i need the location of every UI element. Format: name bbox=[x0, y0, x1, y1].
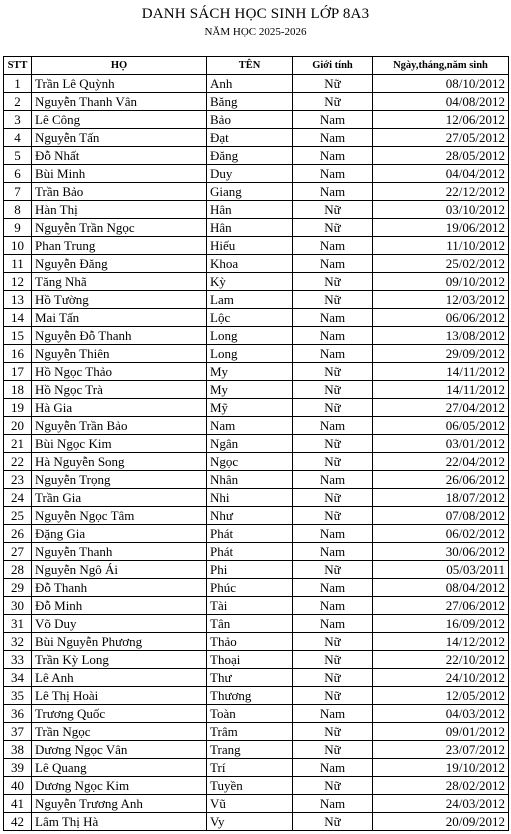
cell-ho: Nguyễn Đỗ Thanh bbox=[32, 327, 207, 345]
cell-gioi-tinh: Nam bbox=[293, 759, 373, 777]
cell-ngay-sinh: 25/02/2012 bbox=[373, 255, 509, 273]
cell-gioi-tinh: Nam bbox=[293, 705, 373, 723]
cell-stt: 28 bbox=[4, 561, 32, 579]
cell-ho: Võ Duy bbox=[32, 615, 207, 633]
cell-ten: Tài bbox=[207, 597, 293, 615]
cell-ten: My bbox=[207, 381, 293, 399]
cell-gioi-tinh: Nữ bbox=[293, 453, 373, 471]
cell-ngay-sinh: 04/04/2012 bbox=[373, 165, 509, 183]
cell-ngay-sinh: 06/06/2012 bbox=[373, 309, 509, 327]
cell-ten: Nhân bbox=[207, 471, 293, 489]
cell-ho: Nguyễn Ngọc Tâm bbox=[32, 507, 207, 525]
cell-stt: 31 bbox=[4, 615, 32, 633]
cell-ho: Bùi Minh bbox=[32, 165, 207, 183]
cell-ho: Bùi Ngọc Kim bbox=[32, 435, 207, 453]
header-ten: TÊN bbox=[207, 57, 293, 75]
cell-ten: Phi bbox=[207, 561, 293, 579]
header-stt: STT bbox=[4, 57, 32, 75]
cell-ngay-sinh: 14/12/2012 bbox=[373, 633, 509, 651]
cell-ho: Nguyễn Thanh bbox=[32, 543, 207, 561]
cell-ngay-sinh: 09/10/2012 bbox=[373, 273, 509, 291]
table-row bbox=[4, 741, 509, 759]
table-row bbox=[4, 669, 509, 687]
cell-stt: 1 bbox=[4, 75, 32, 93]
cell-ho: Tăng Nhã bbox=[32, 273, 207, 291]
cell-gioi-tinh: Nam bbox=[293, 129, 373, 147]
table-row bbox=[4, 111, 509, 129]
table-row bbox=[4, 579, 509, 597]
cell-gioi-tinh: Nữ bbox=[293, 93, 373, 111]
cell-ngay-sinh: 03/01/2012 bbox=[373, 435, 509, 453]
cell-ho: Trần Lê Quỳnh bbox=[32, 75, 207, 93]
cell-stt: 3 bbox=[4, 111, 32, 129]
cell-stt: 38 bbox=[4, 741, 32, 759]
cell-ho: Đỗ Thanh bbox=[32, 579, 207, 597]
cell-ho: Hồ Tường bbox=[32, 291, 207, 309]
cell-ho: Hồ Ngọc Trà bbox=[32, 381, 207, 399]
cell-stt: 9 bbox=[4, 219, 32, 237]
table-row bbox=[4, 183, 509, 201]
table-row bbox=[4, 75, 509, 93]
cell-gioi-tinh: Nữ bbox=[293, 363, 373, 381]
table-row bbox=[4, 435, 509, 453]
cell-ho: Nguyễn Ngô Ái bbox=[32, 561, 207, 579]
cell-gioi-tinh: Nữ bbox=[293, 633, 373, 651]
cell-gioi-tinh: Nữ bbox=[293, 777, 373, 795]
cell-ten: Thoại bbox=[207, 651, 293, 669]
cell-stt: 37 bbox=[4, 723, 32, 741]
cell-ten: Duy bbox=[207, 165, 293, 183]
cell-ten: Tuyền bbox=[207, 777, 293, 795]
cell-gioi-tinh: Nữ bbox=[293, 669, 373, 687]
cell-gioi-tinh: Nam bbox=[293, 543, 373, 561]
table-row bbox=[4, 633, 509, 651]
cell-ngay-sinh: 12/06/2012 bbox=[373, 111, 509, 129]
cell-gioi-tinh: Nam bbox=[293, 327, 373, 345]
cell-stt: 24 bbox=[4, 489, 32, 507]
table-header-row bbox=[4, 57, 509, 75]
cell-ten: Đăng bbox=[207, 147, 293, 165]
cell-ngay-sinh: 11/10/2012 bbox=[373, 237, 509, 255]
table-row bbox=[4, 561, 509, 579]
cell-ngay-sinh: 14/11/2012 bbox=[373, 363, 509, 381]
cell-ho: Hà Gia bbox=[32, 399, 207, 417]
cell-gioi-tinh: Nữ bbox=[293, 291, 373, 309]
cell-ten: Giang bbox=[207, 183, 293, 201]
table-row bbox=[4, 417, 509, 435]
cell-ngay-sinh: 22/10/2012 bbox=[373, 651, 509, 669]
cell-ten: Phát bbox=[207, 543, 293, 561]
cell-gioi-tinh: Nữ bbox=[293, 687, 373, 705]
cell-ten: Mỹ bbox=[207, 399, 293, 417]
cell-gioi-tinh: Nữ bbox=[293, 651, 373, 669]
table-row bbox=[4, 597, 509, 615]
cell-ho: Trương Quốc bbox=[32, 705, 207, 723]
cell-stt: 10 bbox=[4, 237, 32, 255]
cell-ngay-sinh: 08/04/2012 bbox=[373, 579, 509, 597]
cell-ho: Nguyễn Trần Ngọc bbox=[32, 219, 207, 237]
cell-gioi-tinh: Nam bbox=[293, 147, 373, 165]
cell-stt: 35 bbox=[4, 687, 32, 705]
cell-gioi-tinh: Nữ bbox=[293, 813, 373, 831]
cell-ten: Nhi bbox=[207, 489, 293, 507]
cell-ngay-sinh: 19/10/2012 bbox=[373, 759, 509, 777]
cell-gioi-tinh: Nam bbox=[293, 183, 373, 201]
cell-ten: Khoa bbox=[207, 255, 293, 273]
table-row bbox=[4, 93, 509, 111]
cell-ho: Nguyễn Đăng bbox=[32, 255, 207, 273]
cell-gioi-tinh: Nam bbox=[293, 255, 373, 273]
cell-ho: Nguyễn Trần Bảo bbox=[32, 417, 207, 435]
table-body bbox=[4, 75, 509, 831]
header-ngay-sinh: Ngày,tháng,năm sinh bbox=[373, 57, 509, 75]
cell-ten: Như bbox=[207, 507, 293, 525]
table-row bbox=[4, 237, 509, 255]
cell-ngay-sinh: 09/01/2012 bbox=[373, 723, 509, 741]
cell-stt: 29 bbox=[4, 579, 32, 597]
cell-ngay-sinh: 16/09/2012 bbox=[373, 615, 509, 633]
table-row bbox=[4, 255, 509, 273]
cell-ho: Nguyễn Thiên bbox=[32, 345, 207, 363]
cell-ten: Thư bbox=[207, 669, 293, 687]
table-row bbox=[4, 615, 509, 633]
cell-ten: My bbox=[207, 363, 293, 381]
cell-ngay-sinh: 18/07/2012 bbox=[373, 489, 509, 507]
cell-gioi-tinh: Nữ bbox=[293, 201, 373, 219]
cell-stt: 40 bbox=[4, 777, 32, 795]
cell-gioi-tinh: Nữ bbox=[293, 741, 373, 759]
cell-ngay-sinh: 28/02/2012 bbox=[373, 777, 509, 795]
cell-gioi-tinh: Nam bbox=[293, 165, 373, 183]
cell-ho: Lê Công bbox=[32, 111, 207, 129]
cell-ngay-sinh: 23/07/2012 bbox=[373, 741, 509, 759]
cell-ten: Thương bbox=[207, 687, 293, 705]
cell-gioi-tinh: Nữ bbox=[293, 435, 373, 453]
cell-ten: Trang bbox=[207, 741, 293, 759]
cell-ngay-sinh: 04/03/2012 bbox=[373, 705, 509, 723]
cell-gioi-tinh: Nam bbox=[293, 795, 373, 813]
cell-ho: Lâm Thị Hà bbox=[32, 813, 207, 831]
cell-stt: 15 bbox=[4, 327, 32, 345]
cell-gioi-tinh: Nữ bbox=[293, 489, 373, 507]
school-year-subtitle: NĂM HỌC 2025-2026 bbox=[204, 26, 307, 38]
table-row bbox=[4, 687, 509, 705]
cell-ngay-sinh: 24/10/2012 bbox=[373, 669, 509, 687]
cell-ngay-sinh: 07/08/2012 bbox=[373, 507, 509, 525]
table-row bbox=[4, 795, 509, 813]
cell-stt: 6 bbox=[4, 165, 32, 183]
cell-ten: Hân bbox=[207, 201, 293, 219]
table-row bbox=[4, 165, 509, 183]
table-row bbox=[4, 705, 509, 723]
table-row bbox=[4, 219, 509, 237]
cell-ten: Bảo bbox=[207, 111, 293, 129]
cell-gioi-tinh: Nam bbox=[293, 417, 373, 435]
cell-stt: 7 bbox=[4, 183, 32, 201]
cell-ho: Nguyễn Tấn bbox=[32, 129, 207, 147]
cell-ten: Trâm bbox=[207, 723, 293, 741]
cell-ho: Dương Ngọc Vân bbox=[32, 741, 207, 759]
cell-gioi-tinh: Nam bbox=[293, 615, 373, 633]
cell-gioi-tinh: Nữ bbox=[293, 381, 373, 399]
cell-ten: Thảo bbox=[207, 633, 293, 651]
cell-ten: Long bbox=[207, 327, 293, 345]
cell-stt: 12 bbox=[4, 273, 32, 291]
cell-stt: 30 bbox=[4, 597, 32, 615]
cell-gioi-tinh: Nữ bbox=[293, 399, 373, 417]
cell-stt: 25 bbox=[4, 507, 32, 525]
cell-stt: 21 bbox=[4, 435, 32, 453]
cell-ngay-sinh: 24/03/2012 bbox=[373, 795, 509, 813]
cell-ngay-sinh: 12/03/2012 bbox=[373, 291, 509, 309]
cell-stt: 20 bbox=[4, 417, 32, 435]
cell-ten: Vy bbox=[207, 813, 293, 831]
cell-ho: Lê Thị Hoài bbox=[32, 687, 207, 705]
cell-ho: Trần Gia bbox=[32, 489, 207, 507]
cell-ngay-sinh: 28/05/2012 bbox=[373, 147, 509, 165]
cell-ten: Lộc bbox=[207, 309, 293, 327]
cell-ten: Hiếu bbox=[207, 237, 293, 255]
cell-ngay-sinh: 03/10/2012 bbox=[373, 201, 509, 219]
cell-ngay-sinh: 30/06/2012 bbox=[373, 543, 509, 561]
table-row bbox=[4, 723, 509, 741]
cell-ngay-sinh: 26/06/2012 bbox=[373, 471, 509, 489]
table-row bbox=[4, 543, 509, 561]
cell-stt: 18 bbox=[4, 381, 32, 399]
cell-gioi-tinh: Nữ bbox=[293, 75, 373, 93]
table-row bbox=[4, 147, 509, 165]
table-row bbox=[4, 489, 509, 507]
cell-ho: Nguyễn Thanh Vân bbox=[32, 93, 207, 111]
cell-stt: 4 bbox=[4, 129, 32, 147]
cell-stt: 17 bbox=[4, 363, 32, 381]
cell-ten: Vũ bbox=[207, 795, 293, 813]
cell-ngay-sinh: 05/03/2011 bbox=[373, 561, 509, 579]
cell-ten: Lam bbox=[207, 291, 293, 309]
cell-ngay-sinh: 27/04/2012 bbox=[373, 399, 509, 417]
table-row bbox=[4, 381, 509, 399]
cell-ten: Nam bbox=[207, 417, 293, 435]
table-row bbox=[4, 399, 509, 417]
cell-stt: 13 bbox=[4, 291, 32, 309]
cell-ngay-sinh: 19/06/2012 bbox=[373, 219, 509, 237]
cell-ho: Lê Quang bbox=[32, 759, 207, 777]
cell-gioi-tinh: Nam bbox=[293, 597, 373, 615]
cell-stt: 42 bbox=[4, 813, 32, 831]
cell-ngay-sinh: 27/06/2012 bbox=[373, 597, 509, 615]
header-ho: HỌ bbox=[32, 57, 207, 75]
cell-ho: Hồ Ngọc Thảo bbox=[32, 363, 207, 381]
cell-gioi-tinh: Nam bbox=[293, 525, 373, 543]
cell-ho: Mai Tấn bbox=[32, 309, 207, 327]
table-row bbox=[4, 651, 509, 669]
cell-ho: Đỗ Nhất bbox=[32, 147, 207, 165]
cell-stt: 11 bbox=[4, 255, 32, 273]
cell-ten: Tân bbox=[207, 615, 293, 633]
cell-ngay-sinh: 22/12/2012 bbox=[373, 183, 509, 201]
table-row bbox=[4, 201, 509, 219]
cell-stt: 33 bbox=[4, 651, 32, 669]
cell-gioi-tinh: Nam bbox=[293, 237, 373, 255]
cell-ten: Phúc bbox=[207, 579, 293, 597]
document-title: DANH SÁCH HỌC SINH LỚP 8A3 bbox=[141, 6, 370, 22]
cell-stt: 36 bbox=[4, 705, 32, 723]
header-gioi-tinh: Giới tính bbox=[293, 57, 373, 75]
cell-gioi-tinh: Nam bbox=[293, 579, 373, 597]
cell-ten: Toàn bbox=[207, 705, 293, 723]
cell-ho: Đỗ Minh bbox=[32, 597, 207, 615]
cell-ho: Trần Kỳ Long bbox=[32, 651, 207, 669]
table-row bbox=[4, 813, 509, 831]
cell-gioi-tinh: Nữ bbox=[293, 273, 373, 291]
cell-ngay-sinh: 06/02/2012 bbox=[373, 525, 509, 543]
cell-ngay-sinh: 14/11/2012 bbox=[373, 381, 509, 399]
cell-ho: Nguyễn Trọng bbox=[32, 471, 207, 489]
cell-gioi-tinh: Nam bbox=[293, 471, 373, 489]
cell-ten: Băng bbox=[207, 93, 293, 111]
cell-ten: Long bbox=[207, 345, 293, 363]
cell-gioi-tinh: Nữ bbox=[293, 219, 373, 237]
cell-gioi-tinh: Nữ bbox=[293, 723, 373, 741]
cell-ten: Ngân bbox=[207, 435, 293, 453]
cell-stt: 32 bbox=[4, 633, 32, 651]
table-row bbox=[4, 345, 509, 363]
cell-ten: Hân bbox=[207, 219, 293, 237]
cell-stt: 5 bbox=[4, 147, 32, 165]
cell-stt: 8 bbox=[4, 201, 32, 219]
table-row bbox=[4, 777, 509, 795]
cell-stt: 41 bbox=[4, 795, 32, 813]
cell-stt: 22 bbox=[4, 453, 32, 471]
table-row bbox=[4, 525, 509, 543]
cell-ho: Dương Ngọc Kim bbox=[32, 777, 207, 795]
cell-ho: Hà Nguyễn Song bbox=[32, 453, 207, 471]
cell-stt: 23 bbox=[4, 471, 32, 489]
cell-stt: 2 bbox=[4, 93, 32, 111]
cell-ho: Lê Anh bbox=[32, 669, 207, 687]
table-row bbox=[4, 507, 509, 525]
cell-ngay-sinh: 29/09/2012 bbox=[373, 345, 509, 363]
table-row bbox=[4, 759, 509, 777]
cell-ten: Trí bbox=[207, 759, 293, 777]
cell-gioi-tinh: Nữ bbox=[293, 507, 373, 525]
table-row bbox=[4, 129, 509, 147]
table-row bbox=[4, 309, 509, 327]
table-row bbox=[4, 273, 509, 291]
cell-ngay-sinh: 13/08/2012 bbox=[373, 327, 509, 345]
student-roster-table bbox=[3, 56, 509, 831]
cell-stt: 26 bbox=[4, 525, 32, 543]
cell-ngay-sinh: 12/05/2012 bbox=[373, 687, 509, 705]
cell-ngay-sinh: 27/05/2012 bbox=[373, 129, 509, 147]
table-row bbox=[4, 363, 509, 381]
table-row bbox=[4, 291, 509, 309]
cell-stt: 14 bbox=[4, 309, 32, 327]
cell-stt: 39 bbox=[4, 759, 32, 777]
cell-gioi-tinh: Nam bbox=[293, 345, 373, 363]
cell-gioi-tinh: Nam bbox=[293, 111, 373, 129]
cell-ten: Đạt bbox=[207, 129, 293, 147]
table-row bbox=[4, 327, 509, 345]
cell-ho: Nguyễn Trương Anh bbox=[32, 795, 207, 813]
cell-ho: Phan Trung bbox=[32, 237, 207, 255]
cell-ho: Trần Ngọc bbox=[32, 723, 207, 741]
cell-ngay-sinh: 20/09/2012 bbox=[373, 813, 509, 831]
cell-ngay-sinh: 06/05/2012 bbox=[373, 417, 509, 435]
cell-ten: Anh bbox=[207, 75, 293, 93]
table-row bbox=[4, 453, 509, 471]
cell-ho: Bùi Nguyễn Phương bbox=[32, 633, 207, 651]
table-row bbox=[4, 471, 509, 489]
cell-ten: Ngọc bbox=[207, 453, 293, 471]
cell-stt: 16 bbox=[4, 345, 32, 363]
cell-stt: 19 bbox=[4, 399, 32, 417]
cell-gioi-tinh: Nữ bbox=[293, 561, 373, 579]
cell-ten: Phát bbox=[207, 525, 293, 543]
cell-ho: Hàn Thị bbox=[32, 201, 207, 219]
cell-ho: Trần Bảo bbox=[32, 183, 207, 201]
cell-stt: 27 bbox=[4, 543, 32, 561]
cell-ngay-sinh: 08/10/2012 bbox=[373, 75, 509, 93]
cell-gioi-tinh: Nam bbox=[293, 309, 373, 327]
cell-ngay-sinh: 22/04/2012 bbox=[373, 453, 509, 471]
cell-ten: Kỳ bbox=[207, 273, 293, 291]
cell-ngay-sinh: 04/08/2012 bbox=[373, 93, 509, 111]
cell-ho: Đặng Gia bbox=[32, 525, 207, 543]
cell-stt: 34 bbox=[4, 669, 32, 687]
